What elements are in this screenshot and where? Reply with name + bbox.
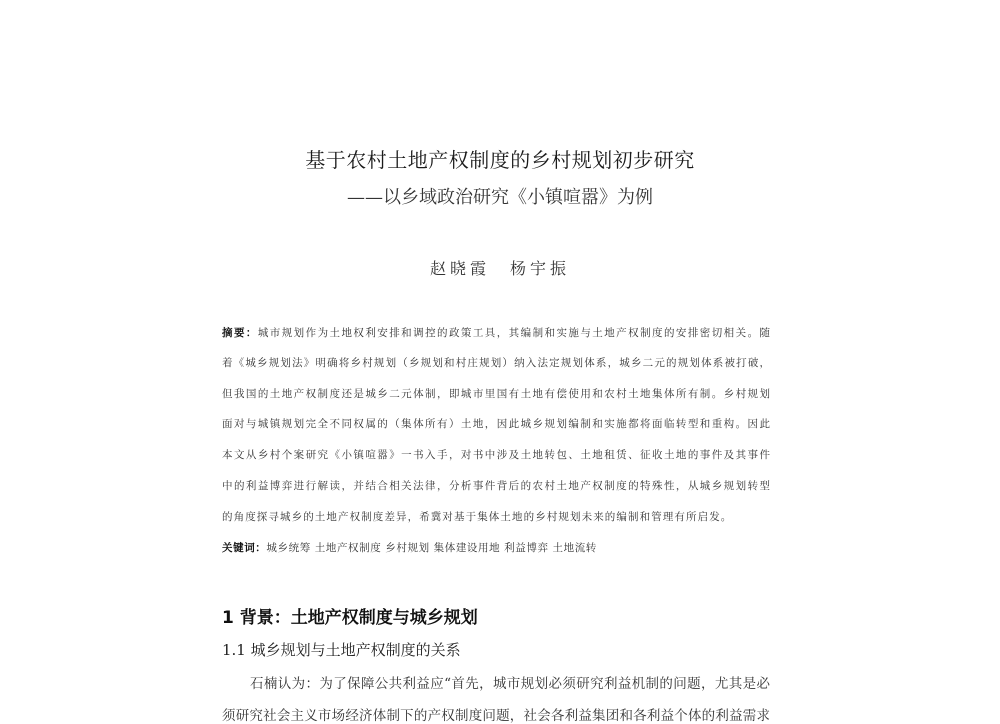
paper-subtitle: ——以乡域政治研究《小镇喧嚣》为例 xyxy=(347,187,653,208)
keywords-text: 城乡统筹 土地产权制度 乡村规划 集体建设用地 利益博弈 土地流转 xyxy=(266,542,597,554)
abstract-line: 着《城乡规划法》明确将乡村规划（乡规划和村庄规划）纳入法定规划体系，城乡二元的规划体系被打破， xyxy=(222,357,770,369)
body-line: 石楠认为：为了保障公共利益应“首先，城市规划必须研究利益机制的问题，尤其是必 xyxy=(250,676,770,692)
abstract-line: 但我国的土地产权制度还是城乡二元体制，即城市里国有土地有偿使用和农村土地集体所有制。乡村规划 xyxy=(222,388,770,400)
abstract-line: 本文从乡村个案研究《小镇喧嚣》一书入手，对书中涉及土地转包、土地租赁、征收土地的事件及其事件 xyxy=(222,449,770,461)
section-heading: 1 背景：土地产权制度与城乡规划 xyxy=(222,608,478,628)
abstract-text: 城市规划作为土地权利安排和调控的政策工具，其编制和实施与土地产权制度的安排密切相关。随 xyxy=(257,327,771,339)
abstract-line xyxy=(222,325,770,340)
subsection-heading: 1.1 城乡规划与土地产权制度的关系 xyxy=(222,641,461,659)
abstract-label: 摘要： xyxy=(222,327,258,339)
body-line: 须研究社会主义市场经济体制下的产权制度问题，社会各利益集团和各利益个体的利益需求 xyxy=(222,708,770,724)
abstract-line: 中的利益博弈进行解读，并结合相关法律，分析事件背后的农村土地产权制度的特殊性，从城乡规划转型 xyxy=(222,480,770,492)
keywords-label: 关键词： xyxy=(222,542,267,554)
abstract-line: 的角度探寻城乡的土地产权制度差异，希冀对基于集体土地的乡村规划未来的编制和管理有所启发。 xyxy=(222,511,733,523)
keywords xyxy=(222,540,770,555)
authors: 赵晓霞 杨宇振 xyxy=(429,259,570,278)
paper-title: 基于农村土地产权制度的乡村规划初步研究 xyxy=(305,148,695,172)
abstract-line: 面对与城镇规划完全不同权属的（集体所有）土地，因此城乡规划编制和实施都将面临转型和重构。因此 xyxy=(222,418,770,430)
